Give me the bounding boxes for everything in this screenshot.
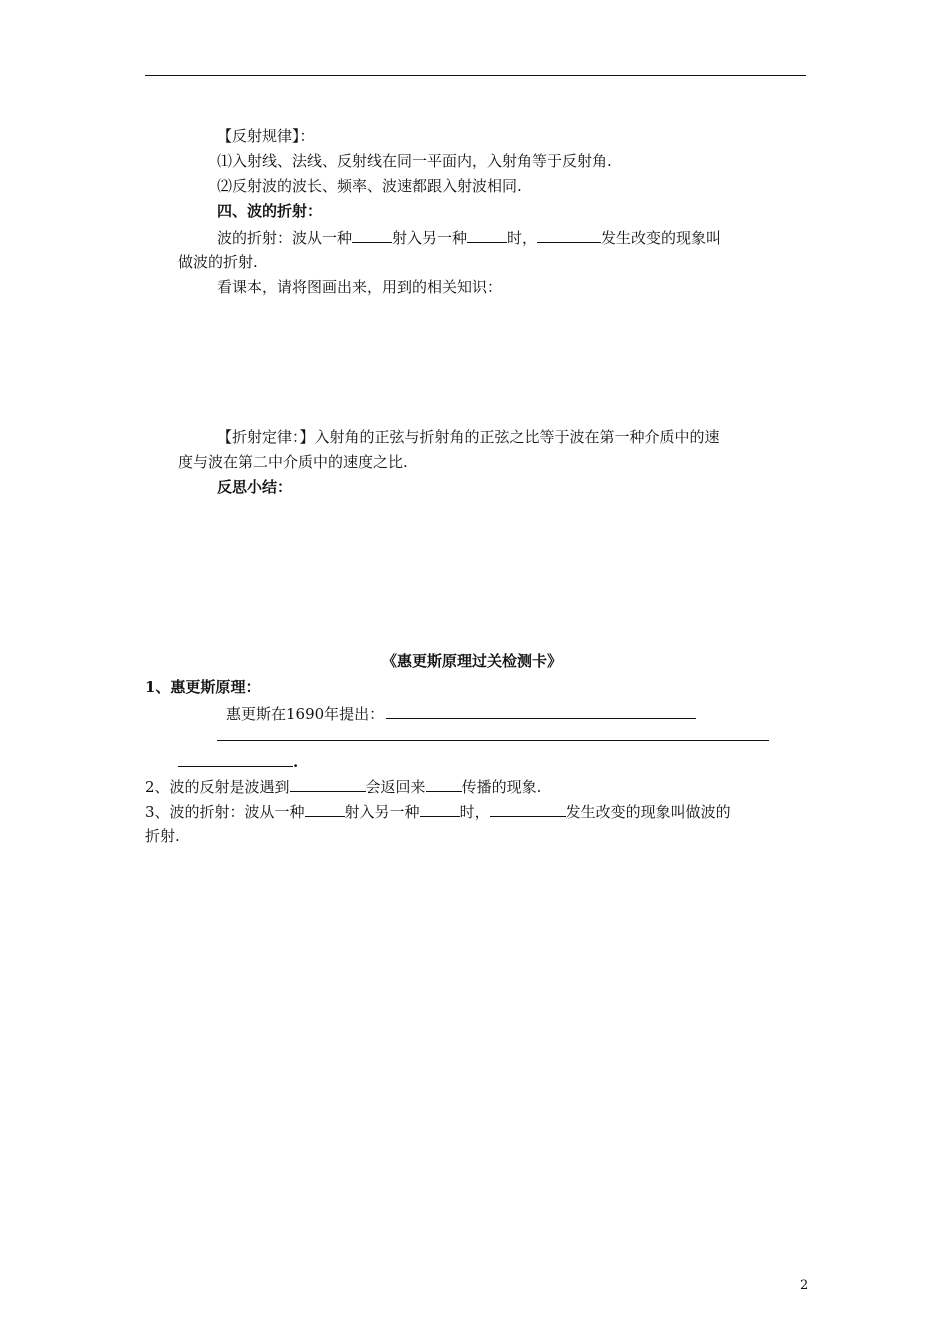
reflection-law-heading: 【反射规律】： xyxy=(217,127,315,145)
reflection-summary-label: 反思小结： xyxy=(217,478,293,496)
blank-changed-quantity[interactable] xyxy=(537,230,601,243)
refraction-definition xyxy=(217,230,721,246)
header-rule xyxy=(145,75,806,76)
question-3-text-a: 3、波的折射：波从一种 xyxy=(145,803,305,821)
question-3-blank-1[interactable] xyxy=(305,804,345,817)
question-1-answer-blank-3[interactable] xyxy=(178,753,293,767)
reflection-law-item-2: ⑵反射波的波长、频率、波速都跟入射波相同. xyxy=(217,177,522,195)
question-3-text-d: 发生改变的现象叫做波的 xyxy=(565,803,731,821)
question-1-heading: 1、惠更斯原理： xyxy=(145,678,261,696)
blank-medium-1[interactable] xyxy=(352,230,392,243)
question-1-line-3 xyxy=(178,753,298,770)
question-2-blank-1[interactable] xyxy=(290,779,366,792)
blank-medium-2[interactable] xyxy=(467,230,507,243)
refraction-text-a: 波的折射：波从一种 xyxy=(217,229,353,247)
question-2 xyxy=(145,779,541,795)
refraction-law-line-2: 度与波在第二中介质中的速度之比. xyxy=(178,453,408,471)
question-3 xyxy=(145,804,731,820)
refraction-law-line-1: 【折射定律：】入射角的正弦与折射角的正弦之比等于波在第一种介质中的速 xyxy=(217,428,720,446)
refraction-text-d: 发生改变的现象叫 xyxy=(601,229,722,247)
question-2-text-c: 传播的现象. xyxy=(461,778,542,796)
test-card-title: 《惠更斯原理过关检测卡》 xyxy=(382,652,563,670)
refraction-text-b: 射入另一种 xyxy=(392,229,468,247)
question-1-answer-blank-1[interactable] xyxy=(386,705,696,719)
question-3-text-b: 射入另一种 xyxy=(344,803,420,821)
question-1-answer-blank-2[interactable] xyxy=(217,740,769,741)
refraction-text-c: 时， xyxy=(507,229,538,247)
refraction-definition-end: 做波的折射. xyxy=(178,253,258,271)
question-2-blank-2[interactable] xyxy=(426,779,462,792)
question-1-prompt: 惠更斯在1690年提出： xyxy=(226,705,385,723)
question-3-text-c: 时， xyxy=(459,803,490,821)
question-1-end: . xyxy=(293,753,299,771)
question-1-text xyxy=(226,705,696,722)
refraction-heading: 四、波的折射： xyxy=(217,202,323,220)
reflection-law-item-1: ⑴入射线、法线、反射线在同一平面内，入射角等于反射角. xyxy=(217,152,612,170)
refraction-drawing-prompt: 看课本，请将图画出来，用到的相关知识： xyxy=(217,278,503,296)
page-number: 2 xyxy=(800,1278,809,1293)
question-3-blank-2[interactable] xyxy=(420,804,460,817)
question-3-line-2: 折射. xyxy=(145,827,180,845)
question-2-text-a: 2、波的反射是波遇到 xyxy=(145,778,290,796)
question-2-text-b: 会返回来 xyxy=(365,778,426,796)
question-3-blank-3[interactable] xyxy=(490,804,566,817)
